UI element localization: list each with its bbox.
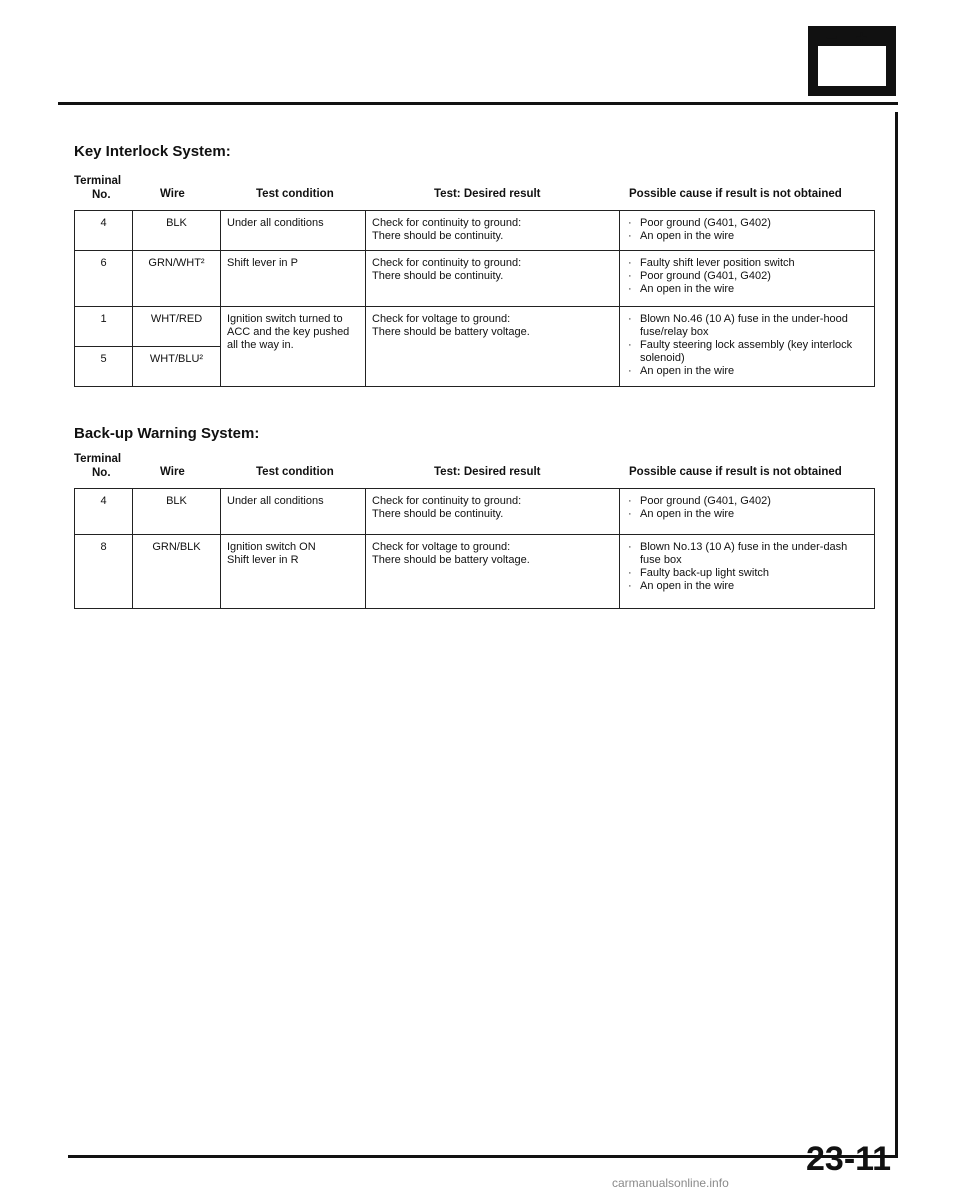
cause-cell [620,307,875,387]
cause-item: · Poor ground (G401, G402) [626,270,868,283]
table-row [75,211,875,251]
header-terminal-no: No. [92,467,111,479]
battery-plus-symbol: + [856,27,868,49]
cause-item: · Faulty back-up light switch [626,567,868,580]
top-rule [58,102,898,105]
terminal-cell: 4 [75,489,133,535]
key-interlock-table [74,210,875,387]
condition-cell: Under all conditions [221,489,366,535]
cause-item: · An open in the wire [626,508,868,521]
key-interlock-header [74,174,874,208]
cause-item: · Faulty steering lock assembly (key interlock solenoid) [626,339,868,365]
right-rule [895,112,898,1157]
terminal-cell: 1 [75,307,133,347]
battery-minus-symbol: − [826,27,838,49]
bottom-rule [68,1155,898,1158]
backup-warning-header [74,452,874,486]
header-terminal [74,452,121,480]
table-row [75,535,875,609]
condition-cell: Under all conditions [221,211,366,251]
cause-item: · Blown No.46 (10 A) fuse in the under-hood fuse/relay box [626,313,868,339]
condition-cell: Shift lever in P [221,251,366,307]
backup-warning-table [74,488,875,609]
result-cell: Check for continuity to ground: There should be continuity. [366,251,620,307]
result-cell: Check for continuity to ground: There should be continuity. [366,489,620,535]
header-test-condition: Test condition [256,466,334,478]
cause-cell [620,489,875,535]
header-terminal-no: No. [92,189,111,201]
cause-item: · An open in the wire [626,283,868,296]
header-test-condition: Test condition [256,188,334,200]
terminal-cell: 6 [75,251,133,307]
header-wire: Wire [160,466,185,478]
cause-item: · Blown No.13 (10 A) fuse in the under-dash fuse box [626,541,868,567]
result-cell: Check for voltage to ground: There should be battery voltage. [366,535,620,609]
result-cell: Check for continuity to ground: There should be continuity. [366,211,620,251]
cause-cell [620,535,875,609]
table-row [75,489,875,535]
terminal-cell: 4 [75,211,133,251]
header-wire: Wire [160,188,185,200]
page-number: 23-11 [806,1140,892,1178]
table-row [75,307,875,347]
battery-icon-body [818,46,886,86]
cause-item: · An open in the wire [626,580,868,593]
wire-cell: BLK [133,489,221,535]
watermark: carmanualsonline.info [612,1176,729,1190]
header-possible-cause: Possible cause if result is not obtained [629,188,842,200]
wire-cell: WHT/BLU² [133,347,221,387]
condition-cell: Ignition switch ON Shift lever in R [221,535,366,609]
terminal-cell: 5 [75,347,133,387]
terminal-cell: 8 [75,535,133,609]
cause-item: · Faulty shift lever position switch [626,257,868,270]
header-possible-cause: Possible cause if result is not obtained [629,466,842,478]
table-row [75,251,875,307]
cause-item: · Poor ground (G401, G402) [626,217,868,230]
cause-item: · An open in the wire [626,365,868,378]
condition-cell: Ignition switch turned to ACC and the key pushed all the way in. [221,307,366,387]
header-desired-result: Test: Desired result [434,466,541,478]
result-cell: Check for voltage to ground: There should be battery voltage. [366,307,620,387]
cause-cell [620,251,875,307]
wire-cell: GRN/WHT² [133,251,221,307]
cause-cell [620,211,875,251]
header-terminal-label: Terminal [74,175,122,187]
wire-cell: GRN/BLK [133,535,221,609]
wire-cell: BLK [133,211,221,251]
cause-item: · Poor ground (G401, G402) [626,495,868,508]
backup-warning-title: Back-up Warning System: [74,425,260,442]
cause-item: · An open in the wire [626,230,868,243]
wire-cell: WHT/RED [133,307,221,347]
key-interlock-title: Key Interlock System: [74,143,231,160]
battery-icon [808,26,896,96]
header-terminal-label: Terminal [74,453,122,465]
header-desired-result: Test: Desired result [434,188,541,200]
header-terminal [74,174,121,202]
